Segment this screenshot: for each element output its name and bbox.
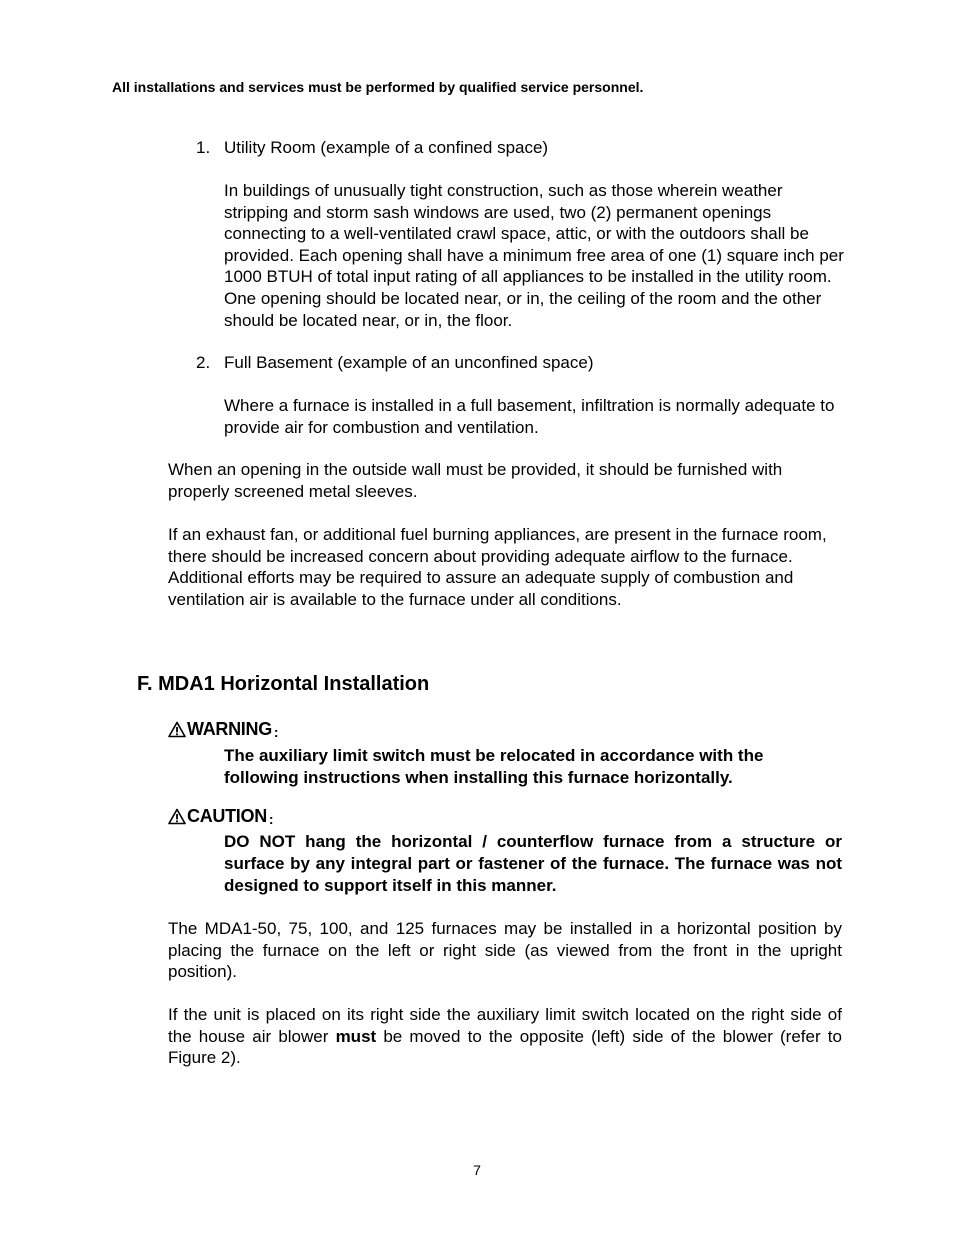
caution-label [168,806,273,827]
section-heading: F. MDA1 Horizontal Installation [137,673,430,695]
header-note: All installations and services must be performed by qualified service personnel. [112,79,644,95]
list-item-text-1: In buildings of unusually tight construction, such as those wherein weather stripping and storm sash windows are used, two (2) permanent openings connecting to a well-ventilated crawl space, attic, or with the outdoors shall be provided. Each opening shall have a minimum free area of one (1) square inch per 1000 BTUH of total input rating of all appliances to be installed in the utility room. One opening should be located near, or in, the ceiling of the room and the other should be located near, or in, the floor. [224,181,844,330]
caution-triangle-icon [168,808,186,825]
caution-label-colon: : [268,810,274,827]
paragraph-right-side-emphasis: must [335,1026,377,1046]
caution-text: DO NOT hang the horizontal / counterflow furnace from a structure or surface by any integral part or fastener of the furnace. The furnace was not designed to support itself in this manner. [224,832,842,895]
paragraph-right-side [168,1004,842,1069]
warning-label [168,719,278,740]
paragraph-horizontal-positions: The MDA1-50, 75, 100, and 125 furnaces may be installed in a horizontal position by placing the furnace on the left or right side (as viewed from the front in the upright position). [168,919,842,982]
paragraph-right-side-before: If the unit is placed on its right side the auxiliary limit switch located on the right side of the house air blower [168,1005,842,1046]
list-item-number-1: 1. [196,138,211,157]
list-item-text-2: Where a furnace is installed in a full basement, infiltration is normally adequate to provide air for combustion and ventilation. [224,396,835,437]
caution-label-text: CAUTION [187,806,267,826]
warning-triangle-icon [168,721,186,738]
page-number: 7 [473,1162,481,1178]
warning-text: The auxiliary limit switch must be relocated in accordance with the following instructions when installing this furnace horizontally. [224,746,764,787]
paragraph-exhaust-fan: If an exhaust fan, or additional fuel burning appliances, are present in the furnace room, there should be increased concern about providing adequate airflow to the furnace. Additional efforts may be required to assure an adequate supply of combustion and ventilation air is available to the furnace under all conditions. [168,525,827,609]
warning-label-colon: : [273,723,279,740]
list-item-number-2: 2. [196,353,211,372]
warning-label-text: WARNING [187,719,272,739]
paragraph-right-side-after: be moved to the opposite (left) side of the blower (refer to Figure 2). [168,1026,842,1068]
list-item-title-2: Full Basement (example of an unconfined space) [224,353,594,372]
paragraph-outside-wall: When an opening in the outside wall must be provided, it should be furnished with properly screened metal sleeves. [168,460,783,501]
list-item-title-1: Utility Room (example of a confined space) [224,138,549,157]
